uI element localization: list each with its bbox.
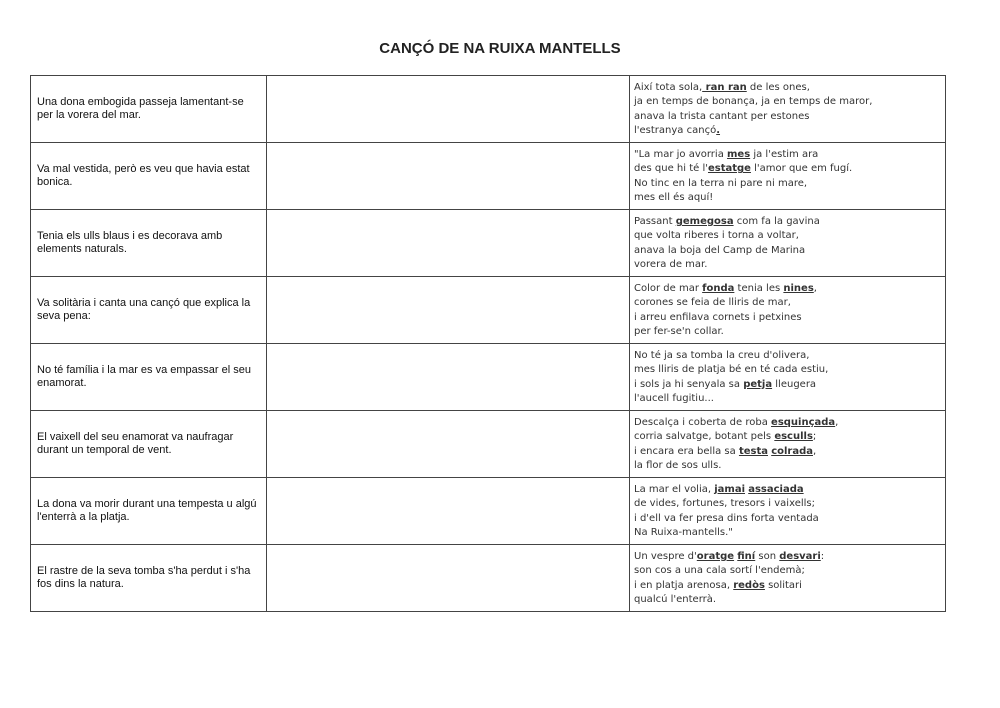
verse-text: La mar el volia, (634, 484, 715, 495)
answer-cell[interactable] (267, 277, 630, 344)
verse-line (634, 177, 940, 191)
verse-text: de les ones, (746, 82, 810, 93)
verse-text: l'aucell fugitiu... (634, 392, 714, 404)
verse-text: ja l'estim ara (750, 149, 819, 160)
verse-text: Passant (634, 216, 676, 227)
verse-line (634, 162, 940, 176)
verse-text: Un vespre d' (634, 551, 697, 562)
verse-cell (630, 277, 946, 344)
verse-line (634, 81, 940, 95)
verse-text: , (813, 283, 817, 294)
table-row (31, 545, 946, 612)
verse-cell (630, 210, 946, 277)
table-row (31, 277, 946, 344)
verse-text: i encara era bella sa (634, 445, 739, 457)
highlighted-word: fonda (702, 283, 735, 294)
verse-text: i arreu enfilava cornets i petxines (634, 311, 802, 323)
highlighted-word: estatge (707, 163, 751, 175)
verse-line (634, 550, 940, 564)
verse-cell (630, 478, 946, 545)
table-row (31, 143, 946, 210)
answer-cell[interactable] (267, 143, 630, 210)
highlighted-word: desvari (779, 551, 821, 562)
verse-cell (630, 411, 946, 478)
page-title: CANÇÓ DE NA RUIXA MANTELLS (379, 40, 621, 57)
verse-line (634, 95, 940, 109)
highlighted-word: testa (738, 445, 768, 457)
verse-line (634, 512, 940, 526)
verse-line (634, 430, 940, 444)
highlighted-word: gemegosa (675, 216, 734, 227)
verse-cell (630, 344, 946, 411)
verse-text: son (755, 551, 780, 562)
verse-line (634, 124, 940, 138)
summary-cell: Va solitària i canta una cançó que explica la seva pena: (31, 277, 267, 344)
verse-cell (630, 545, 946, 612)
summary-cell: La dona va morir durant una tempesta u algú l'enterrà a la platja. (31, 478, 267, 545)
verse-text: per fer-se'n collar. (634, 325, 724, 337)
highlighted-word: ran ran (702, 82, 747, 93)
verse-line (634, 497, 940, 511)
verse-text: : (820, 551, 825, 562)
verse-line (634, 349, 940, 363)
verse-line (634, 593, 940, 607)
verse-text: que volta riberes i torna a voltar, (634, 230, 799, 242)
verse-text: lleugera (772, 378, 817, 390)
highlighted-word: finí (737, 551, 756, 562)
verse-text: mes ell és aquí! (634, 191, 714, 203)
answer-cell[interactable] (267, 478, 630, 545)
answer-cell[interactable] (267, 344, 630, 411)
verse-cell (630, 143, 946, 210)
answer-cell[interactable] (267, 76, 630, 143)
highlighted-word: mes (727, 149, 751, 160)
verse-text: Descalça i coberta de roba (634, 417, 772, 428)
table-row (31, 210, 946, 277)
verse-text: No té ja sa tomba la creu d'olivera, (634, 350, 810, 361)
verse-line (634, 311, 940, 325)
highlighted-word: esculls (774, 431, 813, 443)
table-row (31, 344, 946, 411)
verse-text: Així tota sola, (634, 82, 703, 93)
verse-text: i sols ja hi senyala sa (634, 378, 744, 390)
answer-cell[interactable] (267, 210, 630, 277)
verse-text: tenia les (734, 283, 784, 294)
verse-cell (630, 76, 946, 143)
answer-cell[interactable] (267, 411, 630, 478)
verse-text: , (813, 445, 817, 457)
highlighted-word: redòs (733, 579, 765, 591)
verse-line (634, 229, 940, 243)
verse-line (634, 392, 940, 406)
table-row (31, 411, 946, 478)
highlighted-word: . (716, 124, 721, 136)
verse-text: No tinc en la terra ni pare ni mare, (634, 177, 808, 189)
verse-line (634, 416, 940, 430)
highlighted-word: esquinçada (771, 417, 836, 428)
verse-line (634, 526, 940, 540)
matching-table (30, 75, 946, 612)
verse-text: corria salvatge, botant pels (634, 431, 775, 443)
verse-text: des que hi té l' (634, 163, 708, 175)
verse-text: com fa la gavina (733, 216, 820, 227)
verse-line (634, 191, 940, 205)
verse-line (634, 564, 940, 578)
verse-text: "La mar jo avorria (634, 149, 728, 160)
verse-text: vorera de mar. (634, 258, 708, 270)
verse-text: anava la trista cantant per estones (634, 110, 810, 122)
verse-line (634, 296, 940, 310)
verse-text: i d'ell va fer presa dins forta ventada (634, 512, 819, 524)
highlighted-word: oratge (696, 551, 735, 562)
verse-text: , (835, 417, 839, 428)
verse-text: ; (812, 431, 817, 443)
verse-line (634, 148, 940, 162)
highlighted-word: colrada (771, 445, 813, 457)
answer-cell[interactable] (267, 545, 630, 612)
verse-text: ja en temps de bonança, ja en temps de maror, (634, 96, 873, 108)
verse-text: Na Ruixa-mantells." (634, 526, 733, 538)
verse-line (634, 282, 940, 296)
verse-line (634, 483, 940, 497)
verse-line (634, 459, 940, 473)
verse-text: l'amor que em fugí. (750, 163, 853, 175)
verse-line (634, 244, 940, 258)
summary-cell: Va mal vestida, però es veu que havia estat bonica. (31, 143, 267, 210)
verse-line (634, 445, 940, 459)
summary-cell: El vaixell del seu enamorat va naufragar durant un temporal de vent. (31, 411, 267, 478)
verse-text: son cos a una cala sortí l'endemà; (634, 565, 805, 577)
verse-line (634, 325, 940, 339)
verse-text: corones se feia de lliris de mar, (634, 297, 791, 309)
verse-text: Color de mar (634, 283, 703, 294)
summary-cell: Tenia els ulls blaus i es decorava amb elements naturals. (31, 210, 267, 277)
highlighted-word: petja (743, 378, 773, 390)
verse-text: l'estranya cançó (634, 124, 717, 136)
verse-text: solitari (764, 579, 802, 591)
highlighted-word: nines (783, 283, 814, 294)
verse-line (634, 363, 940, 377)
verse-line (634, 110, 940, 124)
highlighted-word: jamai (714, 484, 746, 495)
verse-text: anava la boja del Camp de Marina (634, 244, 806, 256)
summary-cell: No té família i la mar es va empassar el seu enamorat. (31, 344, 267, 411)
verse-line (634, 215, 940, 229)
verse-text: mes lliris de platja bé en té cada estiu, (634, 364, 829, 376)
verse-text: i en platja arenosa, (634, 579, 734, 591)
verse-text: la flor de sos ulls. (634, 459, 722, 471)
verse-line (634, 579, 940, 593)
verse-text: qualcú l'enterrà. (634, 593, 717, 605)
verse-text: de vides, fortunes, tresors i vaixells; (634, 498, 815, 510)
summary-cell: El rastre de la seva tomba s'ha perdut i s'ha fos dins la natura. (31, 545, 267, 612)
summary-cell: Una dona embogida passeja lamentant-se per la vorera del mar. (31, 76, 267, 143)
table-row (31, 478, 946, 545)
highlighted-word: assaciada (748, 484, 804, 495)
verse-line (634, 258, 940, 272)
table-row (31, 76, 946, 143)
verse-line (634, 378, 940, 392)
